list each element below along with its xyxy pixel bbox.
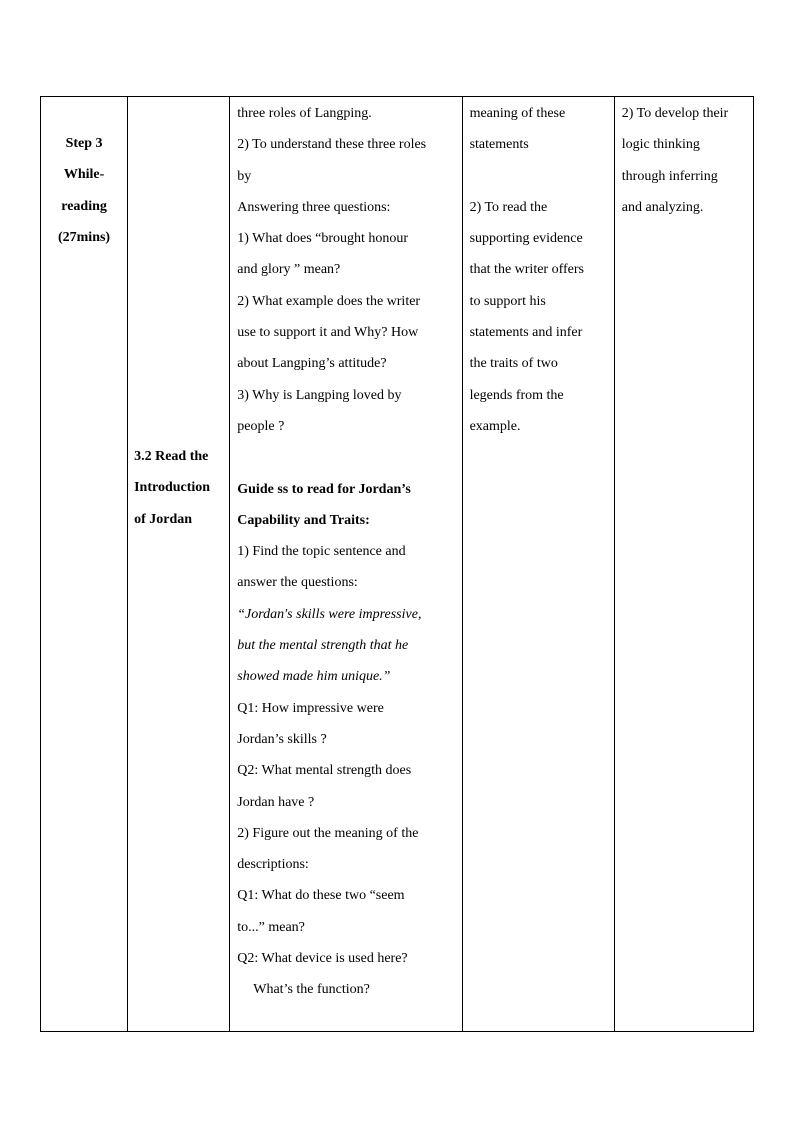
quote-line: showed made him unique.”	[237, 669, 391, 685]
student-activity-line: supporting evidence	[469, 231, 583, 247]
student-activity-line: statements and infer	[469, 325, 583, 341]
quote-line: “Jordan's skills were impressive,	[237, 606, 422, 622]
activity-heading-line: Guide ss to read for Jordan’s	[237, 481, 411, 497]
lesson-plan-table	[40, 96, 754, 1032]
activity-line: to...” mean?	[237, 919, 305, 935]
student-activity-line: 2) To read the	[469, 199, 548, 215]
activity-heading-line: Capability and Traits:	[237, 512, 370, 528]
quote-line: but the mental strength that he	[237, 638, 409, 654]
purposes-cell	[614, 97, 753, 1032]
student-activity-line: statements	[469, 137, 529, 153]
spacer	[237, 442, 461, 473]
activity-line: 2) To understand these three roles	[237, 137, 427, 153]
activity-line: Q2: What device is used here?	[237, 951, 408, 967]
activity-line: 2) Figure out the meaning of the	[237, 825, 419, 841]
student-activity-line: legends from the	[469, 387, 564, 403]
student-activity-line: that the writer offers	[469, 262, 584, 278]
activity-line: descriptions:	[237, 857, 309, 873]
activity-line: Q1: How impressive were	[237, 700, 384, 716]
activity-line: What’s the function?	[253, 982, 370, 998]
subsection-line: Introduction	[134, 480, 211, 496]
subsection-cell	[128, 97, 230, 1032]
step-duration: (27mins)	[57, 229, 111, 245]
activity-line: 2) What example does the writer	[237, 293, 421, 309]
activity-line: people ?	[237, 418, 285, 434]
table-row	[41, 97, 754, 1032]
step-name-line: reading	[61, 198, 107, 214]
purpose-line: 2) To develop their	[621, 106, 729, 121]
step-name-line: While-	[63, 167, 105, 183]
student-activity-line: the traits of two	[469, 356, 558, 372]
activity-line: Q2: What mental strength does	[237, 763, 412, 779]
step-cell	[41, 97, 128, 1032]
activities-cell	[230, 97, 462, 1032]
activity-line: use to support it and Why? How	[237, 325, 419, 341]
subsection-line: of Jordan	[134, 511, 193, 527]
activity-line: answer the questions:	[237, 575, 358, 591]
activity-line: and glory ” mean?	[237, 262, 341, 278]
activity-line: about Langping’s attitude?	[237, 356, 387, 372]
student-activities-cell	[462, 97, 614, 1032]
student-activity-line: to support his	[469, 293, 546, 309]
purpose-line: and analyzing.	[621, 199, 704, 215]
spacer	[470, 161, 614, 192]
purpose-line: through inferring	[621, 168, 718, 184]
activity-line: Jordan’s skills ?	[237, 731, 327, 747]
subsection-line: 3.2 Read the	[134, 449, 209, 464]
student-activity-line: example.	[469, 418, 521, 434]
activity-line: by	[237, 168, 252, 184]
activity-line: 3) Why is Langping loved by	[237, 387, 402, 403]
activity-line: 1) Find the topic sentence and	[237, 544, 406, 560]
activity-line: 1) What does “brought honour	[237, 231, 409, 247]
purpose-line: logic thinking	[621, 137, 700, 153]
step-title: Step 3	[65, 136, 103, 151]
activity-line: Answering three questions:	[237, 199, 391, 215]
activity-line: Jordan have ?	[237, 794, 315, 810]
student-activity-line: meaning of these	[469, 106, 566, 121]
subsection-heading	[134, 441, 210, 535]
activity-line: Q1: What do these two “seem	[237, 888, 405, 904]
activity-line: three roles of Langping.	[237, 106, 372, 121]
